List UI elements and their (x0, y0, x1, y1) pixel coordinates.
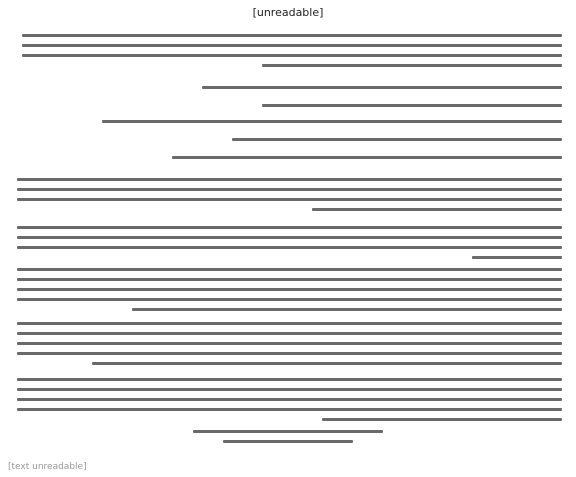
text-line (17, 332, 562, 335)
text-line (17, 278, 562, 281)
text-line (22, 54, 562, 57)
text-line (17, 178, 562, 181)
text-line (17, 342, 562, 345)
text-line (17, 398, 562, 401)
text-line (312, 208, 562, 211)
text-line (322, 418, 562, 421)
text-line (202, 86, 562, 89)
text-line (193, 430, 383, 433)
text-line (172, 156, 562, 159)
text-line (262, 104, 562, 107)
text-line (17, 288, 562, 291)
text-line (232, 138, 562, 141)
text-line (17, 268, 562, 271)
text-line (17, 198, 562, 201)
placeholder-note: [text unreadable] (8, 462, 87, 472)
text-line (22, 34, 562, 37)
text-line (17, 408, 562, 411)
text-line (472, 256, 562, 259)
text-line (262, 64, 562, 67)
text-line (132, 308, 562, 311)
text-line (92, 362, 562, 365)
notice-title: [unreadable] (252, 6, 324, 19)
text-line (17, 246, 562, 249)
text-line (17, 352, 562, 355)
text-line (17, 188, 562, 191)
text-line (17, 378, 562, 381)
text-line (223, 440, 353, 443)
text-line (17, 226, 562, 229)
text-line (17, 298, 562, 301)
text-line (17, 322, 562, 325)
text-line (22, 44, 562, 47)
text-line (102, 120, 562, 123)
text-line (17, 388, 562, 391)
text-line (17, 236, 562, 239)
